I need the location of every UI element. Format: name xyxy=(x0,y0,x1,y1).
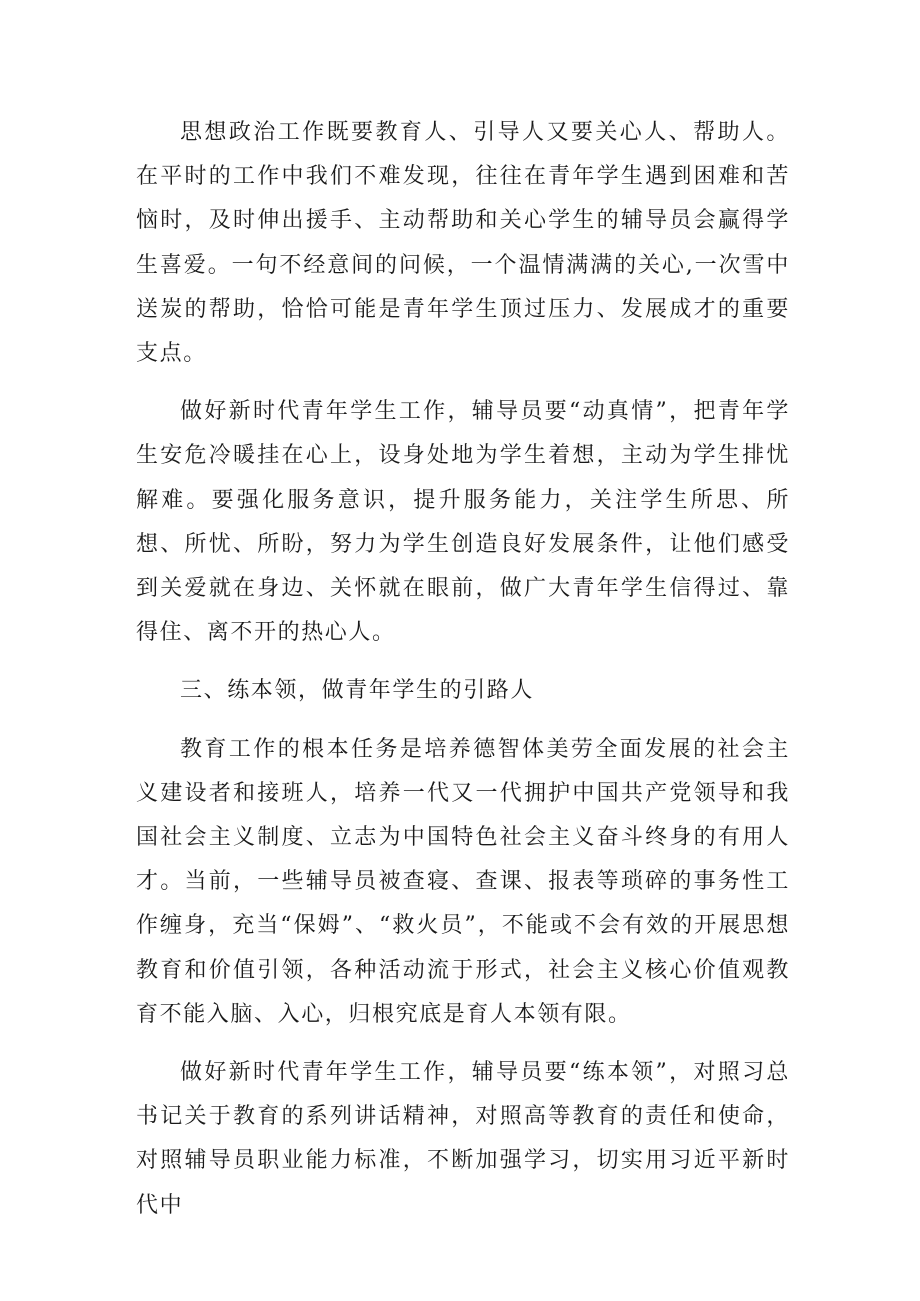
paragraph-care-for-students: 思想政治工作既要教育人、引导人又要关心人、帮助人。在平时的工作中我们不难发现，往往在青年学生遇到困难和苦恼时，及时伸出援手、主动帮助和关心学生的辅导员会赢得学生喜爱。一句不经意间的问候，一个温情满满的关心,一次雪中送炭的帮助，恰恰可能是青年学生顶过压力、发展成才的重要支点。 xyxy=(136,120,790,367)
section-heading-three: 三、练本领，做青年学生的引路人 xyxy=(180,678,535,704)
paragraph-education-task: 教育工作的根本任务是培养德智体美劳全面发展的社会主义建设者和接班人，培养一代又一代拥护中国共产党领导和我国社会主义制度、立志为中国特色社会主义奋斗终身的有用人才。当前，一些辅导员被查寝、查课、报表等琐碎的事务性工作缠身，充当“保姆”、“救火员”，不能或不会有效的开展思想教育和价值引领，各种活动流于形式，社会主义核心价值观教育不能入脑、入心，归根究底是育人本领有限。 xyxy=(136,736,790,1027)
paragraph-practice-skills: 做好新时代青年学生工作，辅导员要“练本领”，对照习总书记关于教育的系列讲话精神，对照高等教育的责任和使命，对照辅导员职业能力标准，不断加强学习，切实用习近平新时代中 xyxy=(136,1060,790,1218)
paragraph-true-feelings: 做好新时代青年学生工作，辅导员要“动真情”，把青年学生安危冷暖挂在心上，设身处地为学生着想，主动为学生排忧解难。要强化服务意识，提升服务能力，关注学生所思、所想、所忧、所盼，努力为学生创造良好发展条件，让他们感受到关爱就在身边、关怀就在眼前，做广大青年学生信得过、靠得住、离不开的热心人。 xyxy=(136,399,790,646)
document-body xyxy=(136,111,790,1228)
